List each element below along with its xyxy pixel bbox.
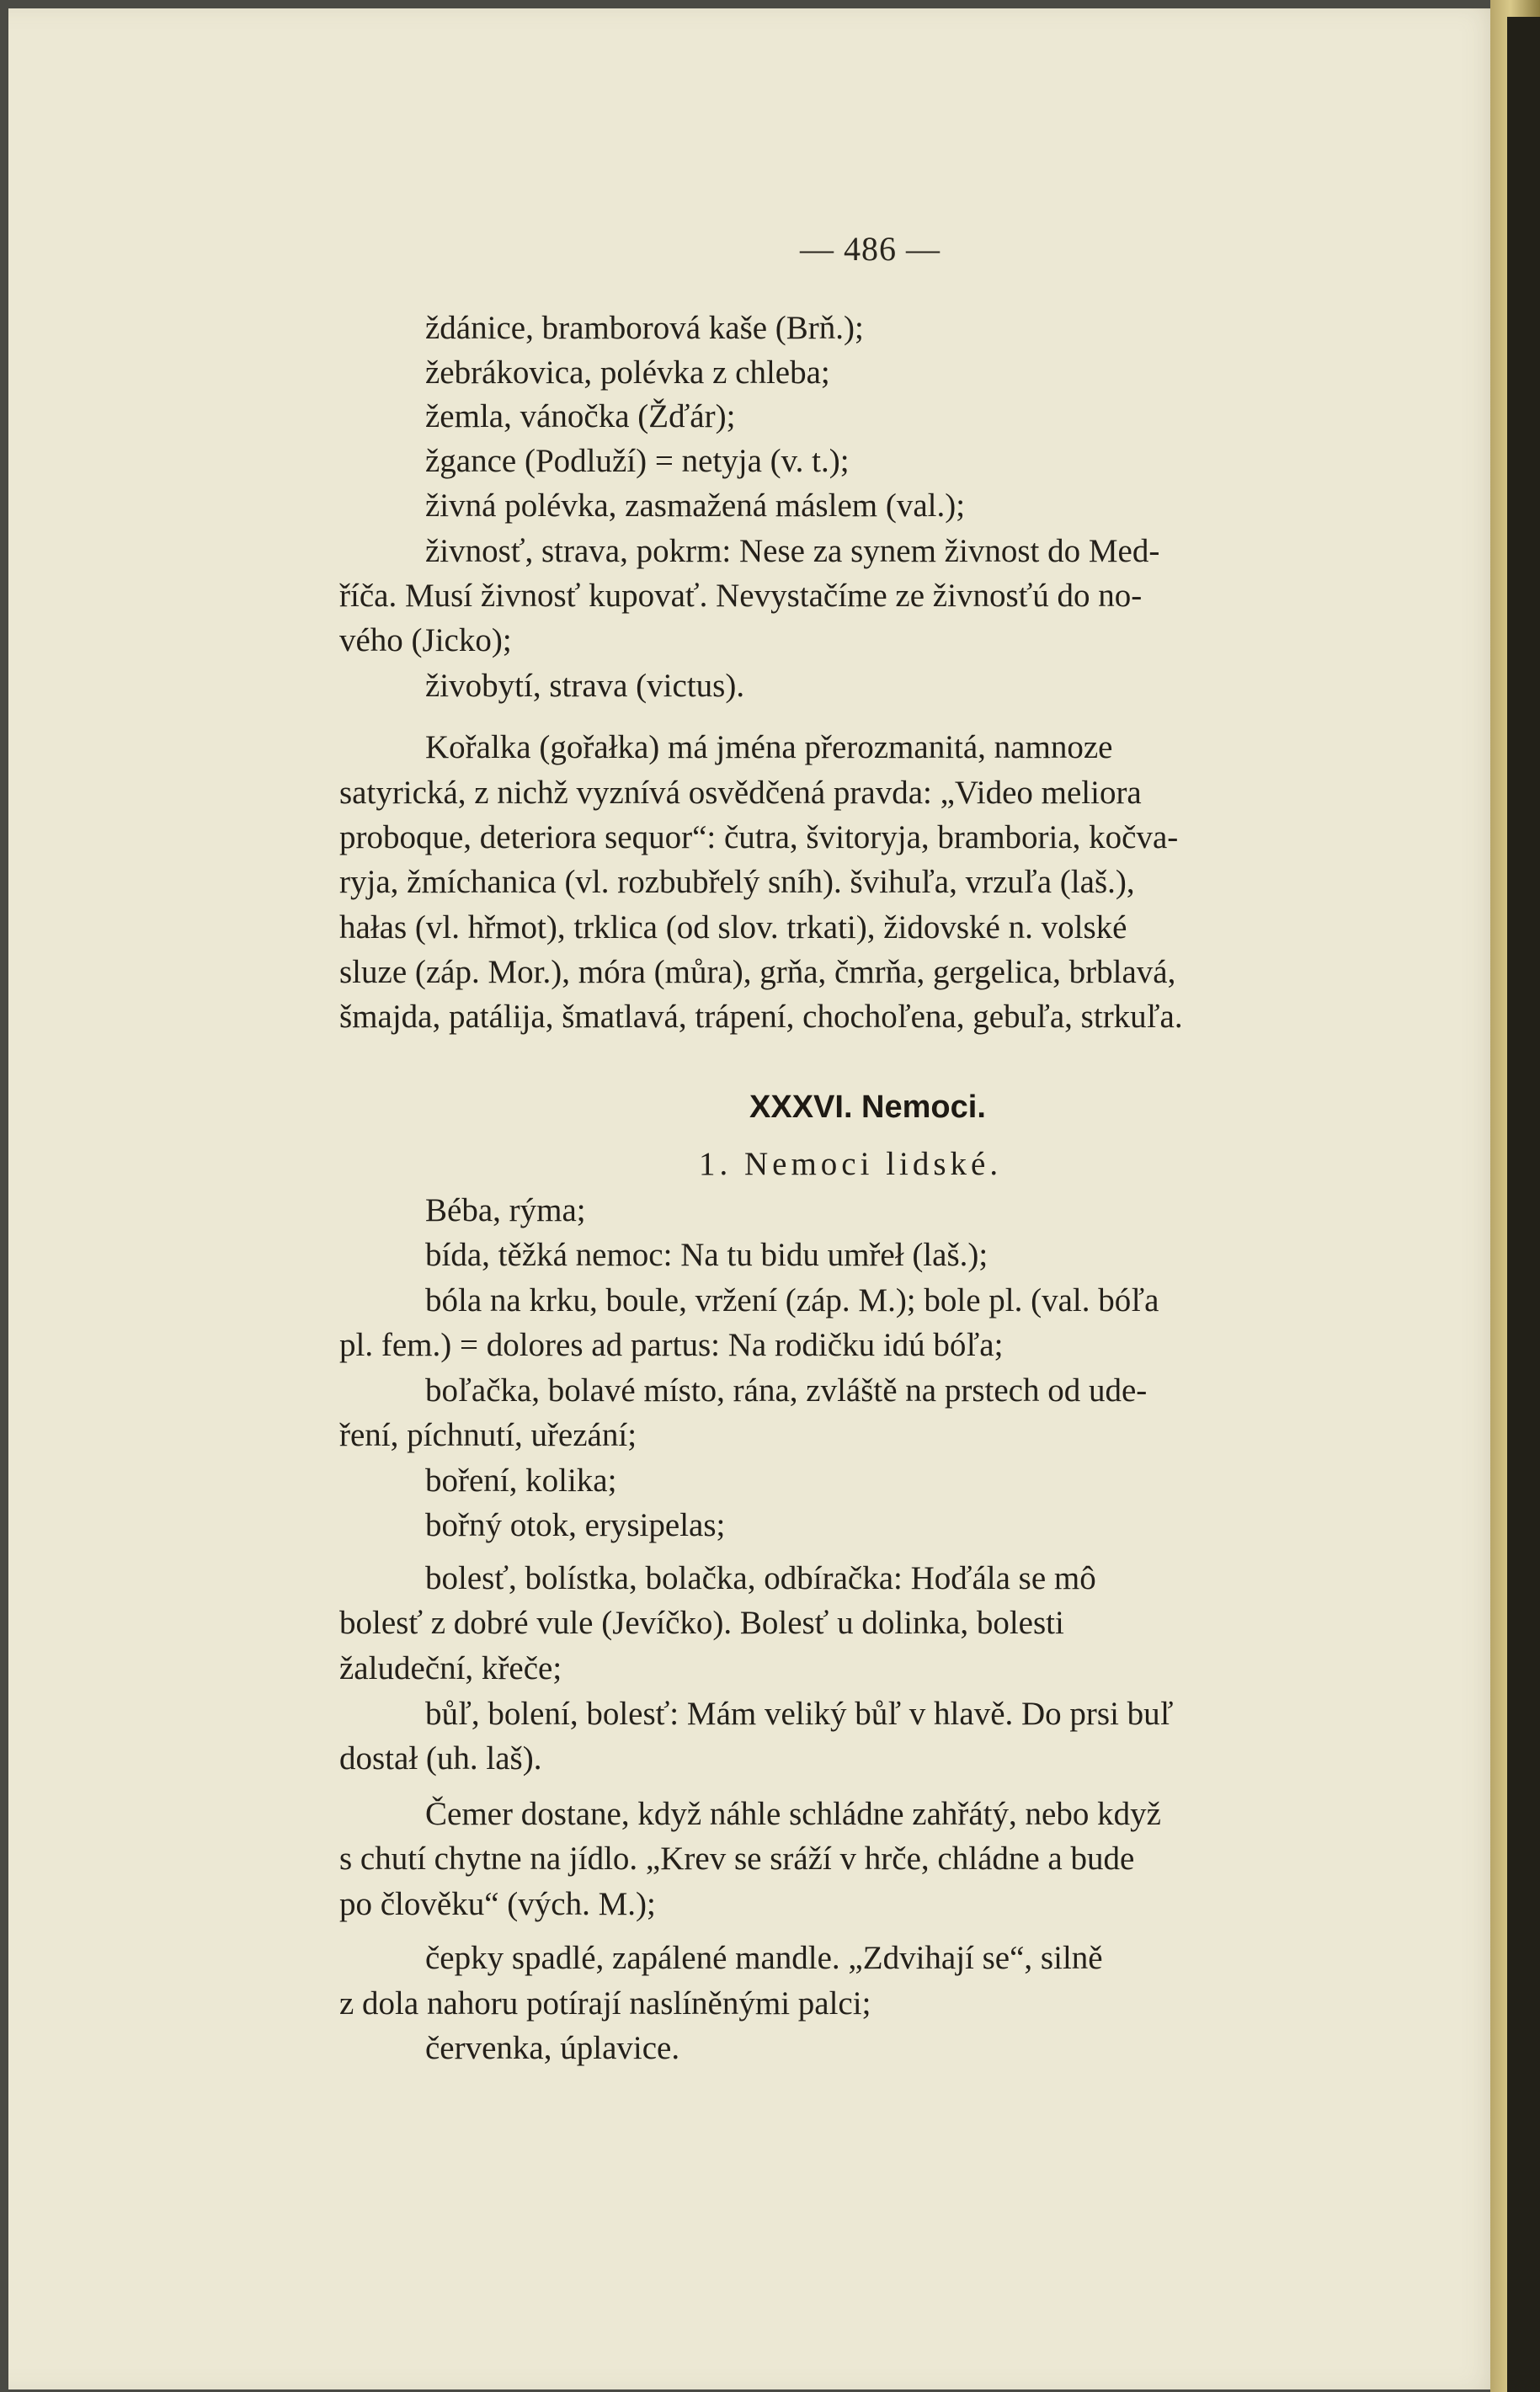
entry-borny-otok: bořný otok, erysipelas;: [425, 1507, 726, 1543]
subsection-heading: 1. Nemoci lidské.: [699, 1146, 1003, 1182]
section-heading: XXXVI. Nemoci.: [749, 1089, 986, 1125]
entry-cemer-cont: s chutí chytne na jídlo. „Krev se sráží v hrče, chládne a bude: [339, 1841, 1135, 1877]
paragraph-koralka-line: satyrická, z nichž vyznívá osvědčená pravda: „Video meliora: [339, 775, 1142, 811]
entry-zivnost: živnosť, strava, pokrm: Nese za synem živnost do Med-: [425, 533, 1160, 569]
entry-cepky-cont: z dola nahoru potírají naslíněnými palci;: [339, 1985, 871, 2022]
entry-cervenka: červenka, úplavice.: [425, 2030, 680, 2066]
entry-bolest-cont: bolesť z dobré vule (Jevíčko). Bolesť u dolinka, bolesti: [339, 1605, 1064, 1641]
entry-bul-cont: dostał (uh. laš).: [339, 1740, 542, 1777]
entry-zgance: žgance (Podluží) = netyja (v. t.);: [425, 443, 850, 479]
page-number: — 486 —: [800, 230, 941, 268]
entry-cemer-cont2: po člověku“ (vých. M.);: [339, 1886, 656, 1922]
book-page: [8, 8, 1507, 2389]
entry-bola-cont: pl. fem.) = dolores ad partus: Na rodičku idú bóľa;: [339, 1327, 1004, 1363]
entry-bola: bóla na krku, boule, vržení (záp. M.); bole pl. (val. bóľa: [425, 1282, 1159, 1319]
entry-bul: bůľ, bolení, bolesť: Mám veliký bůľ v hlavě. Do prsi buľ: [425, 1696, 1174, 1732]
entry-bolacka: boľačka, bolavé místo, rána, zvláště na prstech od ude-: [425, 1372, 1148, 1409]
entry-bida: bída, těžká nemoc: Na tu bidu umřeł (laš.);: [425, 1237, 988, 1273]
entry-zemla: žemla, vánočka (Žďár);: [425, 398, 736, 434]
entry-zivnost-cont2: vého (Jicko);: [339, 622, 512, 658]
entry-cemer: Čemer dostane, když náhle schládne zahřátý, nebo když: [425, 1796, 1161, 1832]
paragraph-koralka-line: hałas (vl. hřmot), trklica (od slov. trkati), židovské n. volské: [339, 909, 1127, 946]
paragraph-koralka-line: šmajda, patálija, šmatlavá, trápení, chochoľena, gebuľa, strkuľa.: [339, 999, 1183, 1035]
entry-bolest-cont2: žaludeční, křeče;: [339, 1650, 562, 1686]
entry-bolacka-cont: ření, píchnutí, uřezání;: [339, 1417, 637, 1453]
entry-zebrakovica: žebrákovica, polévka z chleba;: [425, 354, 830, 391]
paragraph-koralka-line: ryja, žmíchanica (vl. rozbubřelý sníh). švihuľa, vrzuľa (laš.),: [339, 864, 1135, 900]
paragraph-koralka-line: proboque, deteriora sequor“: čutra, švitoryja, bramboria, kočva-: [339, 819, 1179, 855]
entry-beba: Béba, rýma;: [425, 1192, 586, 1228]
paragraph-koralka-line: Kořalka (gořałka) má jména přerozmanitá, namnoze: [425, 729, 1113, 765]
entry-boreni: boření, kolika;: [425, 1462, 617, 1499]
entry-zdanice: ždánice, bramborová kaše (Brň.);: [425, 310, 864, 346]
entry-zivna: živná polévka, zasmažená máslem (val.);: [425, 487, 966, 524]
entry-bolest: bolesť, bolístka, bolačka, odbíračka: Hoďála se mô: [425, 1560, 1096, 1596]
entry-cepky: čepky spadlé, zapálené mandle. „Zdvihají se“, silně: [425, 1940, 1103, 1976]
entry-zivnost-cont: říča. Musí živnosť kupovať. Nevystačíme ze živnosťú do no-: [339, 578, 1143, 614]
entry-zivobyti: živobytí, strava (victus).: [425, 668, 745, 704]
paragraph-koralka-line: sluze (záp. Mor.), móra (můra), grňa, čmrňa, gergelica, brblavá,: [339, 954, 1176, 990]
book-gutter-shadow: [1507, 17, 1540, 2392]
